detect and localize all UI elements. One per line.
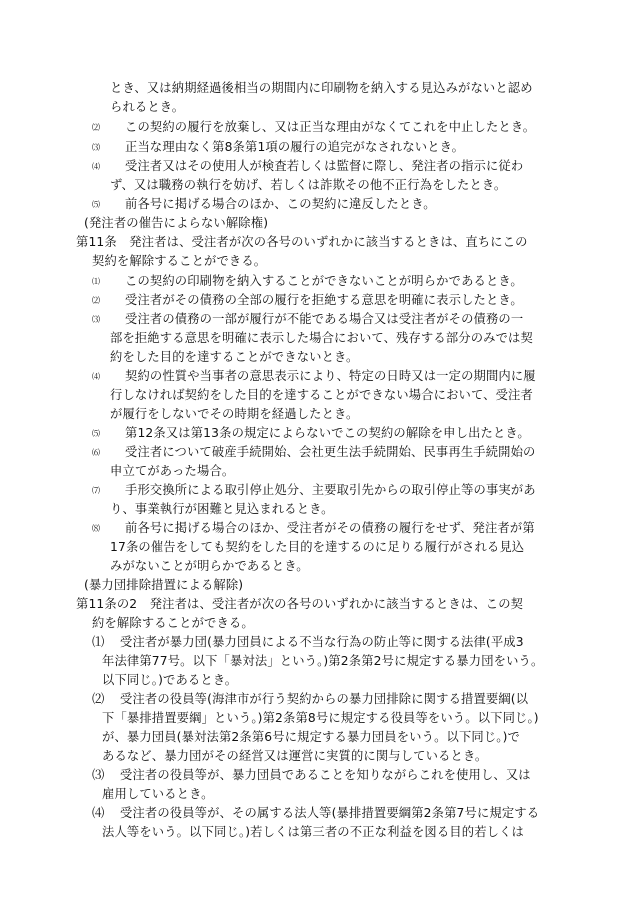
- article-line: 第11条の2 発注者は、受注者が次の各号のいずれかに該当するときは、この契: [76, 597, 524, 611]
- text-line: ず、又は職務の執行を妨げ、若しくは詐欺その他不正行為をしたとき。: [110, 178, 507, 192]
- item-marker: ⑷: [92, 372, 100, 381]
- text-line: 申立てがあった場合。: [110, 464, 235, 478]
- text-line: が、暴力団員(暴対法第2条第6号に規定する暴力団員をいう。以下同じ。)で: [102, 730, 520, 744]
- text-line: 受注者がその債務の全部の履行を拒絶する意思を明確に表示したとき。: [125, 293, 523, 307]
- item-marker: ⑸: [92, 200, 100, 209]
- text-line: 約をした目的を達することができないとき。: [110, 350, 359, 364]
- text-line: 受注者の債務の一部が履行が不能である場合又は受注者がその債務の一: [125, 312, 524, 326]
- text-line: 契約の性質や当事者の意思表示により、特定の日時又は一定の期間内に履: [125, 369, 536, 383]
- item-marker: ⑻: [92, 524, 100, 533]
- text-line: みがないことが明らかであるとき。: [110, 559, 309, 573]
- text-line: が履行をしないでその時期を経過したとき。: [110, 407, 359, 421]
- item-marker: ⑴: [92, 635, 105, 649]
- text-line: られるとき。: [110, 100, 185, 114]
- text-line: 前各号に掲げる場合のほか、この契約に違反したとき。: [125, 197, 436, 211]
- text-line: 部を拒絶する意思を明確に表示した場合において、残存する部分のみでは契: [110, 331, 533, 345]
- item-marker: ⑷: [92, 162, 100, 171]
- text-line: 法人等をいう。以下同じ。)若しくは第三者の不正な利益を図る目的若しくは: [102, 825, 524, 839]
- item-marker: ⑵: [92, 296, 100, 305]
- item-marker: ⑵: [92, 123, 100, 132]
- item-marker: ⑶: [92, 143, 100, 152]
- text-line: 雇用しているとき。: [102, 787, 214, 801]
- text-line: 前各号に掲げる場合のほか、受注者がその債務の履行をせず、発注者が第: [125, 521, 535, 535]
- text-line: 正当な理由なく第8条第1項の履行の追完がなされないとき。: [125, 140, 465, 154]
- text-line: 手形交換所による取引停止処分、主要取引先からの取引停止等の事実があ: [125, 483, 536, 497]
- item-marker: ⑸: [92, 429, 100, 438]
- text-line: とき、又は納期経過後相当の期間内に印刷物を納入する見込みがないと認め: [110, 81, 533, 95]
- text-line: この契約の履行を放棄し、又は正当な理由がなくてこれを中止したとき。: [125, 120, 536, 134]
- text-line: 行しなければ契約をした目的を達することができない場合において、受注者: [110, 388, 533, 402]
- text-line: 第12条又は第13条の規定によらないでこの契約の解除を申し出たとき。: [125, 426, 530, 440]
- section-heading: (発注者の催告によらない解除権): [84, 216, 269, 230]
- text-line: 17条の催告をしても契約をした目的を達するのに足りる履行がされる見込: [110, 540, 525, 554]
- text-line: り、事業執行が困難と見込まれるとき。: [110, 502, 334, 516]
- item-marker: ⑶: [92, 768, 105, 782]
- item-marker: ⑶: [92, 315, 100, 324]
- text-line: 約を解除することができる。: [92, 616, 254, 630]
- text-line: 受注者の役員等が、暴力団員であることを知りながらこれを使用し、又は: [120, 768, 531, 782]
- item-marker: ⑵: [92, 692, 105, 706]
- item-marker: ⑺: [92, 486, 100, 495]
- item-marker: ⑴: [92, 277, 100, 286]
- article-line: 第11条 発注者は、受注者が次の各号のいずれかに該当するときは、直ちにこの: [76, 235, 528, 249]
- text-line: 以下同じ。)であるとき。: [102, 673, 238, 687]
- text-line: あるなど、暴力団がその経営又は運営に実質的に関与しているとき。: [102, 749, 488, 763]
- text-line: 下「暴排措置要綱」という。)第2条第8号に規定する役員等をいう。以下同じ。): [102, 711, 539, 725]
- text-line: 契約を解除することができる。: [92, 254, 267, 268]
- item-marker: ⑹: [92, 448, 100, 457]
- text-line: 受注者又はその使用人が検査若しくは監督に際し、発注者の指示に従わ: [125, 159, 524, 173]
- section-heading: (暴力団排除措置による解除): [84, 578, 244, 592]
- text-line: この契約の印刷物を納入することができないことが明らかであるとき。: [125, 274, 523, 288]
- text-line: 年法律第77号。以下「暴対法」という。)第2条第2号に規定する暴力団をいう。: [102, 654, 544, 668]
- text-line: 受注者の役員等(海津市が行う契約からの暴力団排除に関する措置要綱(以: [120, 692, 529, 706]
- text-line: 受注者について破産手続開始、会社更生法手続開始、民事再生手続開始の: [125, 445, 536, 459]
- text-line: 受注者の役員等が、その属する法人等(暴排措置要綱第2条第7号に規定する: [120, 806, 540, 820]
- text-line: 受注者が暴力団(暴力団員による不当な行為の防止等に関する法律(平成3: [120, 635, 524, 649]
- item-marker: ⑷: [92, 806, 105, 820]
